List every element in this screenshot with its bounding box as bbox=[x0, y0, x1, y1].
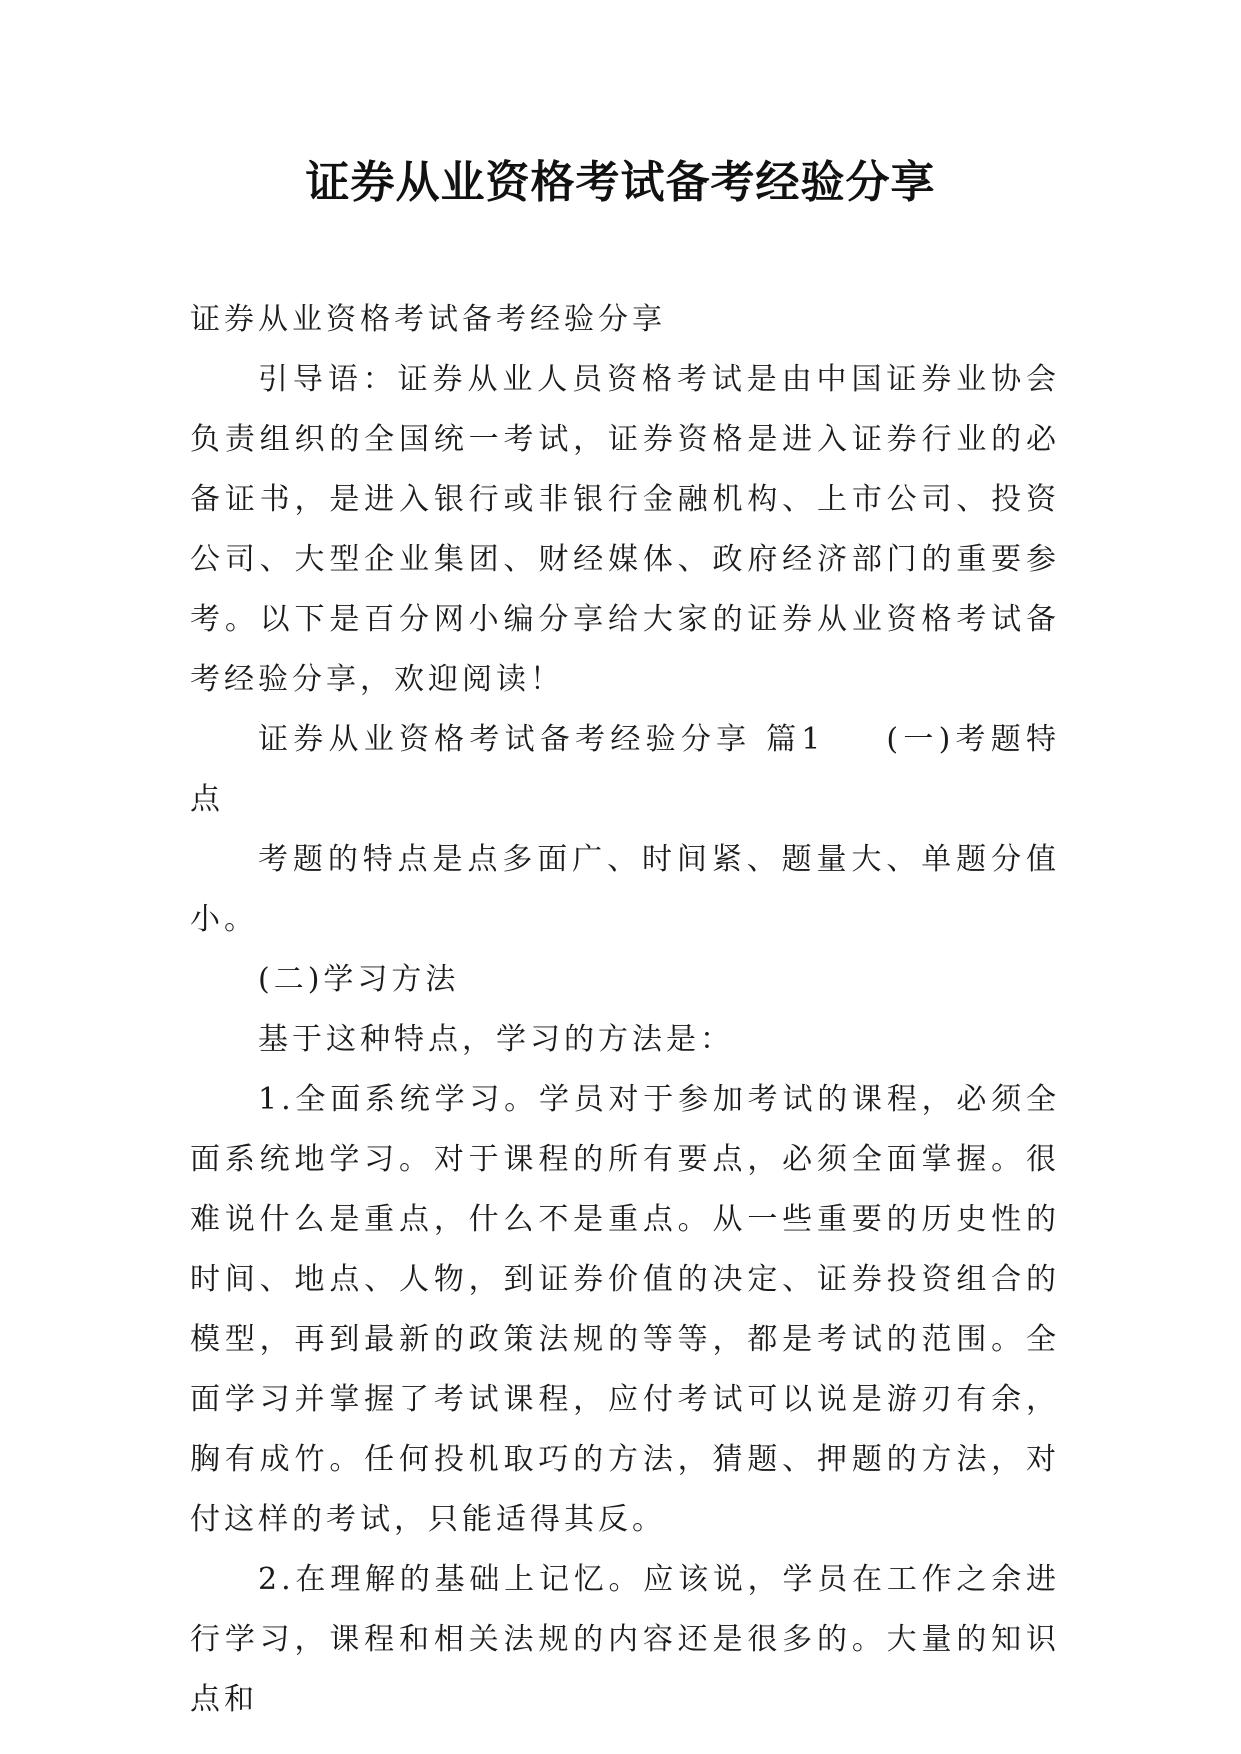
document-subtitle: 证券从业资格考试备考经验分享 bbox=[190, 302, 666, 337]
item2-paragraph: 2.在理解的基础上记忆。应该说，学员在工作之余进行学习，课程和相关法规的内容还是很多的。大量的知识点和 bbox=[190, 1562, 1060, 1717]
document-body bbox=[190, 290, 1060, 1730]
item1-paragraph: 1.全面系统学习。学员对于参加考试的课程，必须全面系统地学习。对于课程的所有要点，必须全面掌握。很难说什么是重点，什么不是重点。从一些重要的历史性的时间、地点、人物，到证券价值的决定、证券投资组合的模型，再到最新的政策法规的等等，都是考试的范围。全面学习并掌握了考试课程，应付考试可以说是游刃有余，胸有成竹。任何投机取巧的方法，猜题、押题的方法，对付这样的考试，只能适得其反。 bbox=[190, 1082, 1060, 1537]
method-heading: (二)学习方法 bbox=[258, 962, 460, 997]
part1-subheading: (一)考题特点 bbox=[190, 722, 1060, 817]
method-intro-paragraph: 基于这种特点，学习的方法是： bbox=[258, 1022, 734, 1057]
intro-paragraph: 引导语：证券从业人员资格考试是由中国证券业协会负责组织的全国统一考试，证券资格是进入证券行业的必备证书，是进入银行或非银行金融机构、上市公司、投资公司、大型企业集团、财经媒体、政府经济部门的重要参考。以下是百分网小编分享给大家的证券从业资格考试备考经验分享，欢迎阅读！ bbox=[190, 362, 1060, 697]
features-paragraph: 考题的特点是点多面广、时间紧、题量大、单题分值小。 bbox=[190, 842, 1060, 937]
part1-heading: 证券从业资格考试备考经验分享 篇1 bbox=[258, 722, 825, 757]
document-title: 证券从业资格考试备考经验分享 bbox=[305, 157, 936, 208]
part1-heading-paragraph bbox=[190, 710, 1060, 830]
